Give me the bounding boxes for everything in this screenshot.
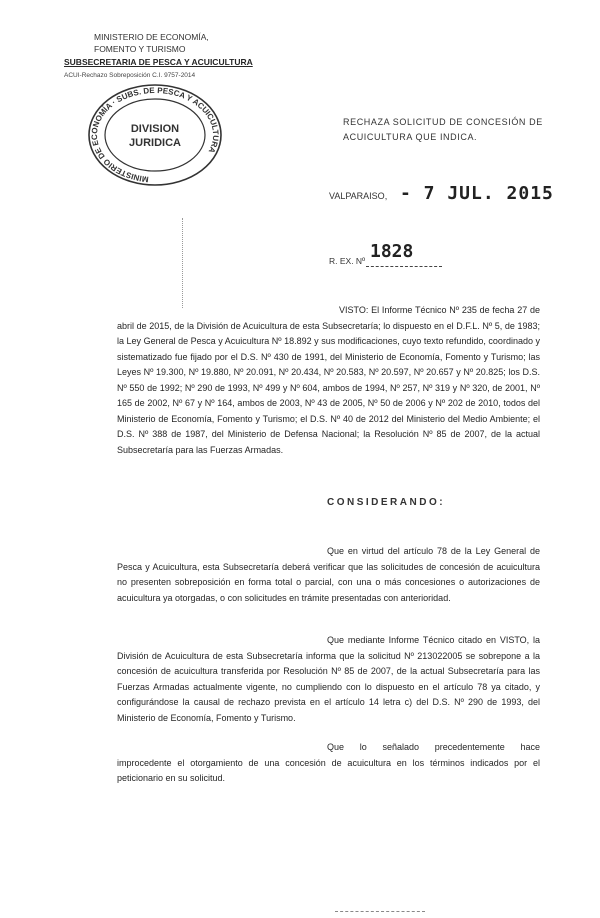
considerando-paragraph-1: Que en virtud del artículo 78 de la Ley General de Pesca y Acuicultura, esta Subsecretaría deberá verificar que las solicitudes de concesión de acuicultura no presenten sobreposición en forma total o parcial, con una o más concesiones o autorizaciones de acuicultura ya otorgadas, o con solicitudes en trámite presentadas con anterioridad. <box>117 546 540 603</box>
ministry-line-2: FOMENTO Y TURISMO <box>94 44 186 54</box>
resolution-label: R. EX. Nº <box>329 256 366 266</box>
considerando-heading: CONSIDERANDO: <box>327 497 446 508</box>
undersecretary-name: SUBSECRETARIA DE PESCA Y ACUICULTURA <box>64 57 253 67</box>
resolution-underline <box>366 266 442 267</box>
stamp-line-1: DIVISION <box>130 123 180 135</box>
stamp-ring-text: MINISTERIO DE ECONOMÍA · SUBS. DE PESCA Y ACUICULTURA <box>89 85 221 184</box>
division-juridica-stamp <box>84 82 226 192</box>
resolution-number: 1828 <box>370 241 414 262</box>
considerando-paragraph-2: Que mediante Informe Técnico citado en VISTO, la División de Acuicultura de esta Subsecretaría informa que la solicitud Nº 213022005 se sobrepone a la concesión de acuicultura transferida por Resolución Nº 85 de 2007, de la actual Subsecretaría para las Fuerzas Armadas actualmente vigente, no cumpliendo con lo dispuesto en el artículo 78 ya citado, y configurándose la causal de rechazo prevista en el artículo 14 letra c) del D.S. Nº 290 de 1993, del Ministerio de Economía, Fomento y Turismo. <box>117 635 540 723</box>
visto-paragraph: VISTO: El Informe Técnico Nº 235 de fecha 27 de abril de 2015, de la División de Acuicultura de esta Subsecretaría; lo dispuesto en el D.F.L. Nº 5, de 1983; la Ley General de Pesca y Acuicultura Nº 18.892 y sus modificaciones, cuyo texto refundido, coordinado y sistematizado fue fijado por el D.S. Nº 430 de 1991, del Ministerio de Economía, Fomento y Turismo; las Leyes Nº 19.300, Nº 19.880, Nº 20.091, Nº 20.434, Nº 20.583, Nº 20.597, Nº 20.657 y Nº 20.825; los D.S. Nº 550 de 1992; Nº 290 de 1993, Nº 499 y Nº 604, ambos de 1994, Nº 257, Nº 319 y Nº 320, de 2001, Nº 165 de 2002, Nº 67 y Nº 164, ambos de 2003, Nº 43 de 2005, Nº 50 de 2006 y Nº 202 de 2010, todos del Ministerio de Economía, Fomento y Turismo; el D.S. Nº 40 de 2012 del Ministerio del Medio Ambiente; el D.S. Nº 388 de 1987, del Ministerio de Defensa Nacional; la Resolución Nº 85 de 2007, de la actual Subsecretaría para las Fuerzas Armadas. <box>117 305 540 455</box>
document-title: RECHAZA SOLICITUD DE CONCESIÓN DE ACUICULTURA QUE INDICA. <box>343 117 543 142</box>
document-date: - 7 JUL. 2015 <box>400 183 554 204</box>
fold-mark <box>182 218 184 308</box>
reference-code: ACUI-Rechazo Sobreposición C.I. 9757-2014 <box>64 72 196 79</box>
footer-mark <box>335 911 425 912</box>
stamp-line-2: JURIDICA <box>129 137 181 149</box>
place-label: VALPARAISO, <box>329 191 388 201</box>
considerando-paragraph-3: Que lo señalado precedentemente hace improcedente el otorgamiento de una concesión de acuicultura en los términos indicados por el peticionario en su solicitud. <box>117 742 540 783</box>
ministry-line-1: MINISTERIO DE ECONOMÍA, <box>94 32 209 42</box>
